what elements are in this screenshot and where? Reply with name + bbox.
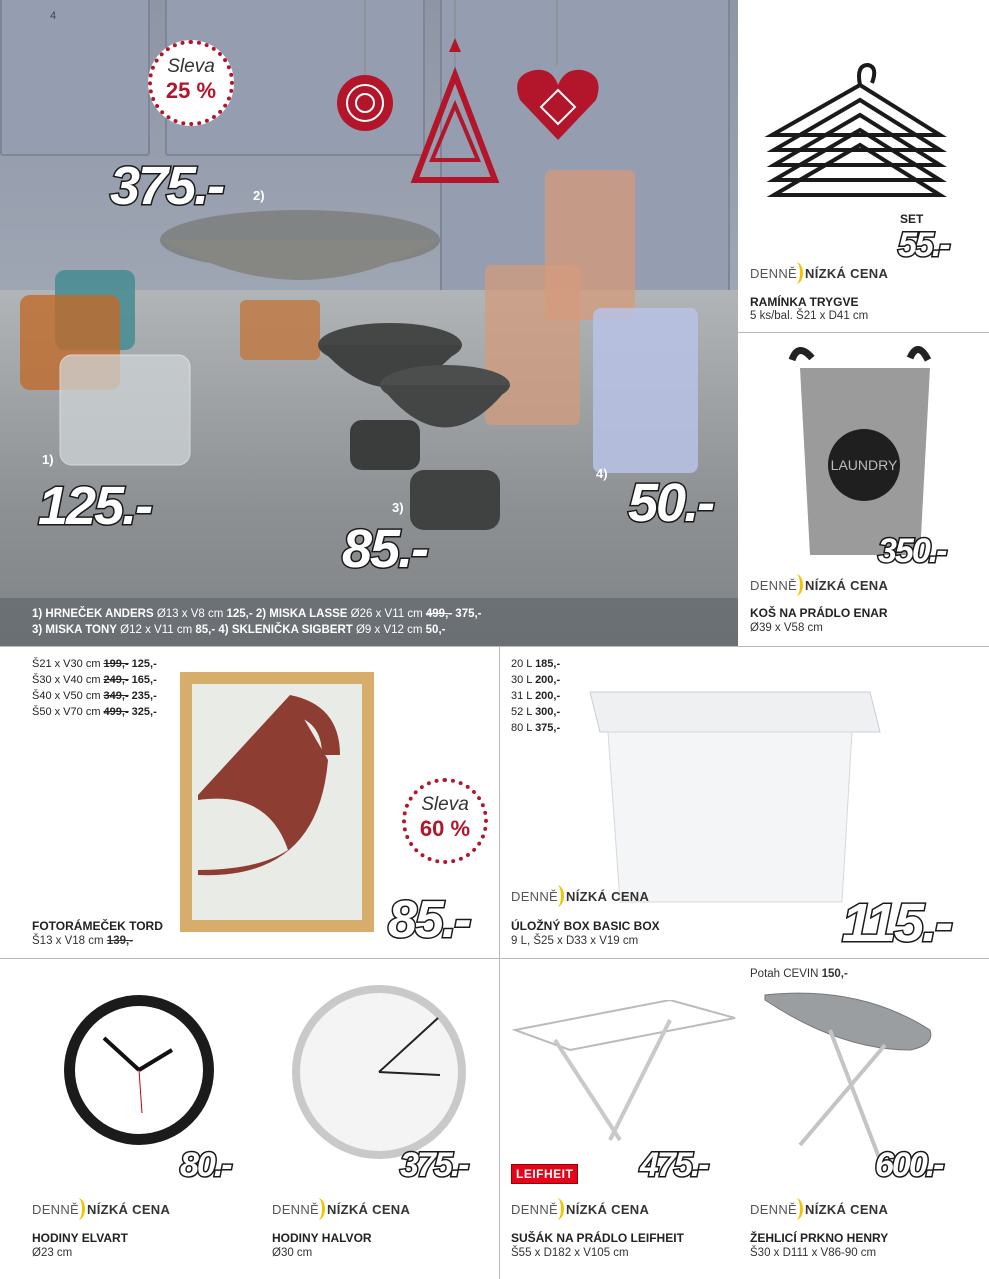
goblet-icon: [318, 323, 510, 530]
price-box: 115.-: [842, 893, 952, 953]
caption-line: [32, 622, 706, 638]
price-glass: 50.-: [628, 473, 714, 533]
caption-segment: 1) HRNEČEK ANDERS: [32, 608, 154, 620]
hero-caption: [0, 598, 738, 646]
size-price-row: Š21 x V30 cm 199,- 125,-: [32, 658, 157, 670]
product-title: HODINY ELVART: [32, 1231, 129, 1245]
price-dryer: 475.-: [640, 1146, 708, 1184]
hero-photo: [0, 0, 738, 646]
denne-nizka-cena-logo: DENNĚ NÍZKÁ CENA: [511, 885, 649, 904]
storage-box-icon: [580, 672, 890, 912]
ornament-ball-icon: [337, 0, 393, 131]
caption-segment: 499,-: [425, 608, 453, 620]
product-size: Ø23 cm: [32, 1247, 73, 1259]
caption-segment: Ø12 x V11 cm: [116, 624, 196, 636]
caption-line: [32, 606, 706, 622]
clothes-dryer-icon: [510, 1000, 740, 1150]
caption-segment: 375,-: [452, 608, 482, 620]
product-title: ŽEHLICÍ PRKNO HENRY: [750, 1231, 889, 1245]
wall-clock-silver-icon: [290, 983, 468, 1161]
product-size: Š13 x V18 cm 139,-: [32, 935, 134, 947]
size-price-row: 30 L 200,-: [511, 674, 561, 686]
caption-segment: Ø13 x V8 cm: [153, 608, 227, 620]
item-label: 1): [42, 452, 54, 467]
hanger-icon: [760, 55, 950, 215]
price-clock2: 375.-: [400, 1146, 468, 1184]
discount-bubble: [402, 778, 488, 864]
denne-nizka-cena-logo: DENNĚ NÍZKÁ CENA: [750, 574, 888, 593]
size-price-list: [511, 656, 560, 736]
caption-segment: Ø26 x V11 cm: [347, 608, 426, 620]
bubble-text: Sleva: [167, 56, 215, 77]
basket-print: LAUNDRY: [830, 457, 898, 473]
size-price-row: Š50 x V70 cm 499,- 325,-: [32, 706, 157, 718]
divider: [0, 646, 989, 647]
item-label: 4): [596, 466, 608, 481]
denne-nizka-cena-logo: DENNĚ NÍZKÁ CENA: [272, 1198, 410, 1217]
ornament-tree-icon: [415, 0, 495, 180]
product-title: HODINY HALVOR: [272, 1231, 372, 1245]
frame-size-list: [32, 656, 157, 720]
divider: [499, 647, 500, 1279]
denne-nizka-cena-logo: DENNĚ NÍZKÁ CENA: [750, 262, 888, 281]
size-price-row: Š40 x V50 cm 349,- 235,-: [32, 690, 157, 702]
denne-nizka-cena-logo: DENNĚ NÍZKÁ CENA: [750, 1198, 888, 1217]
page-number: 4: [50, 10, 57, 22]
caption-segment: Ø9 x V12 cm: [352, 624, 426, 636]
size-price-row: 31 L 200,-: [511, 690, 561, 702]
price-bowl: 375.-: [110, 156, 224, 216]
price-hangers: 55.-: [898, 226, 949, 264]
wall-clock-black-icon: [62, 993, 217, 1148]
leifheit-logo: LEIFHEIT: [511, 1164, 578, 1184]
price-clock1: 80.-: [180, 1146, 231, 1184]
photo-frame-icon: [178, 670, 378, 935]
product-title: SUŠÁK NA PRÁDLO LEIFHEIT: [511, 1231, 684, 1245]
product-size: 9 L, Š25 x D33 x V19 cm: [511, 935, 639, 947]
item-label: 3): [392, 500, 404, 515]
divider: [738, 332, 989, 333]
product-size: 5 ks/bal. Š21 x D41 cm: [750, 310, 869, 322]
size-price-row: Š30 x V40 cm 249,- 165,-: [32, 674, 157, 686]
size-price-row: 20 L 185,-: [511, 658, 561, 670]
product-title: KOŠ NA PRÁDLO ENAR: [750, 606, 888, 620]
mug-icon: [20, 270, 190, 465]
product-size: Ø39 x V58 cm: [750, 622, 823, 634]
bubble-text: Sleva: [421, 794, 469, 815]
product-size: Š30 x D111 x V86-90 cm: [750, 1247, 877, 1259]
product-size: Š55 x D182 x V105 cm: [511, 1247, 629, 1259]
divider: [0, 958, 989, 959]
product-title: RAMÍNKA TRYGVE: [750, 295, 859, 309]
cover-note: Potah CEVIN 150,-: [750, 968, 848, 980]
tumbler-icon: [485, 170, 698, 473]
set-label: SET: [900, 212, 924, 226]
price-mug: 125.-: [38, 476, 152, 536]
size-price-row: 80 L 375,-: [511, 722, 561, 734]
item-label: 2): [253, 188, 265, 203]
price-basket: 350.-: [878, 532, 946, 570]
caption-segment: 50,-: [425, 624, 446, 636]
caption-segment: 85,- 4) SKLENIČKA SIGBERT: [195, 624, 353, 636]
bubble-percent: 60 %: [419, 816, 471, 841]
product-title: FOTORÁMEČEK TORD: [32, 919, 163, 933]
denne-nizka-cena-logo: DENNĚ NÍZKÁ CENA: [32, 1198, 170, 1217]
price-board: 600.-: [875, 1146, 943, 1184]
discount-bubble: [148, 40, 234, 126]
caption-segment: 3) MISKA TONY: [32, 624, 117, 636]
product-title: ÚLOŽNÝ BOX BASIC BOX: [511, 919, 660, 933]
price-goblet: 85.-: [342, 519, 428, 579]
product-size: Ø30 cm: [272, 1247, 313, 1259]
price-frame: 85.-: [388, 891, 470, 949]
denne-nizka-cena-logo: DENNĚ NÍZKÁ CENA: [511, 1198, 649, 1217]
ornament-heart-icon: [517, 0, 598, 140]
size-price-list: [32, 656, 157, 720]
caption-segment: 125,- 2) MISKA LASSE: [226, 608, 348, 620]
bubble-percent: 25 %: [165, 78, 217, 103]
ironing-board-icon: [760, 990, 960, 1170]
size-price-row: 52 L 300,-: [511, 706, 561, 718]
